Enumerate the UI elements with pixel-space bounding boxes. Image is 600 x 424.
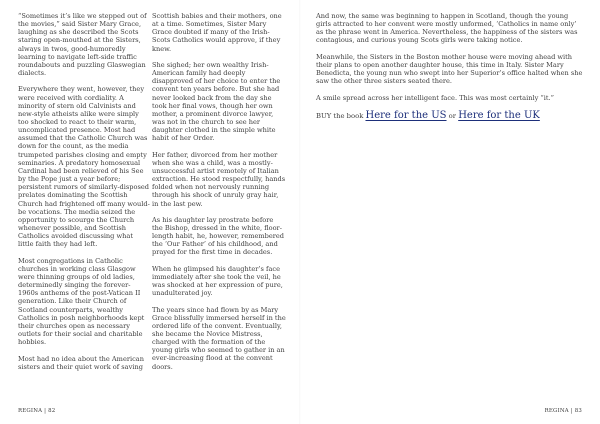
body-paragraph: Her father, divorced from her mother when she was a child, was a mostly-unsuccessful artist remotely of Italian extraction. He stood respectfully, hands folded when not nervously running through his shock of unruly gray hair, in the last pew.	[152, 150, 286, 208]
body-paragraph: “Sometimes it’s like we stepped out of the movies,” said Sister Mary Grace, laughing as she described the Scots staring open-mouthed at the Sisters, always in twos, good-humoredly learning to navigate left-side traffic roundabouts and puzzling Glaswegian dialects.	[18, 12, 147, 78]
right-page-folio: REGINA | 83	[544, 408, 582, 414]
body-paragraph: As his daughter lay prostrate before the Bishop, dressed in the white, floor-length habit, he, however, remembered the ‘Our Father’ of his childhood, and prayed for the first time in decades.	[152, 215, 285, 257]
left-page-folio: REGINA | 82	[18, 408, 56, 414]
body-paragraph: A smile spread across her intelligent face. This was most certainly “it.”	[316, 93, 554, 102]
right-page-column	[316, 12, 584, 130]
left-page-column-2	[152, 12, 286, 379]
body-paragraph: Most congregations in Catholic churches in working class Glasgow were thinning groups of old ladies, determinedly singing the forever-1960s anthems of the post-Vatican II generation. Like their Church of Scotland counterparts, wealthy Catholics in posh neighborhoods kept their churches open as necessary outlets for their social and charitable hobbies.	[18, 256, 145, 347]
page-gutter	[299, 0, 301, 424]
body-paragraph: Everywhere they went, however, they were received with cordiality. A minority of stern old Calvinists and new-style atheists alike were simply too shocked to react to their warm, uncomplicated presence. Most had assumed that the Catholic Church was down for the count, as the media trumpeted parishes closing and empty seminaries. A predatory homosexual Cardinal had been relieved of his See by the Pope just a year before; persistent rumors of similarly-disposed prelates dominating the Scottish Church had frightened off many would-be vocations. The media seized the opportunity to scourge the Church whenever possible, and Scottish Catholics avoided discussing what little faith they had left.	[18, 85, 150, 249]
body-paragraph: She sighed; her own wealthy Irish-American family had deeply disapproved of her choice to enter the convent ten years before. But she had never looked back from the day she took her final vows, though her own mother, a prominent divorce lawyer, was not in the church to see her daughter clothed in the simple white habit of her Order.	[152, 60, 281, 143]
buy-us-link[interactable]: Here for the US	[365, 109, 447, 121]
body-paragraph: When he glimpsed his daughter’s face immediately after she took the veil, he was shocked at her expression of pure, unadulterated joy.	[152, 264, 283, 298]
buy-the-book-line	[316, 110, 584, 122]
body-paragraph: Meanwhile, the Sisters in the Boston mother house were moving ahead with their plans to open another daughter house, this time in Italy. Sister Mary Benedicta, the young nun who swept into her Superior’s office halted when she saw the other three sisters seated there.	[316, 52, 583, 86]
buy-separator: or	[446, 111, 459, 120]
body-paragraph: And now, the same was beginning to happen in Scotland, though the young girls attracted to her convent were mostly unformed, ‘Catholics in name only’ as the phrase went in America. Nevertheless, the happiness of the sisters was contagious, and curious young Scots girls were taking notice.	[316, 12, 578, 45]
buy-uk-link[interactable]: Here for the UK	[458, 109, 540, 121]
body-paragraph: Most had no idea about the American sisters and their quiet work of saving	[18, 354, 144, 371]
body-paragraph: The years since had flown by as Mary Grace blissfully immersed herself in the ordered life of the convent. Eventually, she became the Novice Mistress, charged with the formation of the young girls who seemed to gather in an ever-increasing flood at the convent doors.	[152, 305, 286, 371]
buy-prefix: BUY the book	[316, 111, 366, 120]
body-paragraph: Scottish babies and their mothers, one at a time. Sometimes, Sister Mary Grace doubted if many of the Irish-Scots Catholics would approve, if they knew.	[152, 12, 282, 53]
left-page-column-1	[18, 12, 150, 379]
